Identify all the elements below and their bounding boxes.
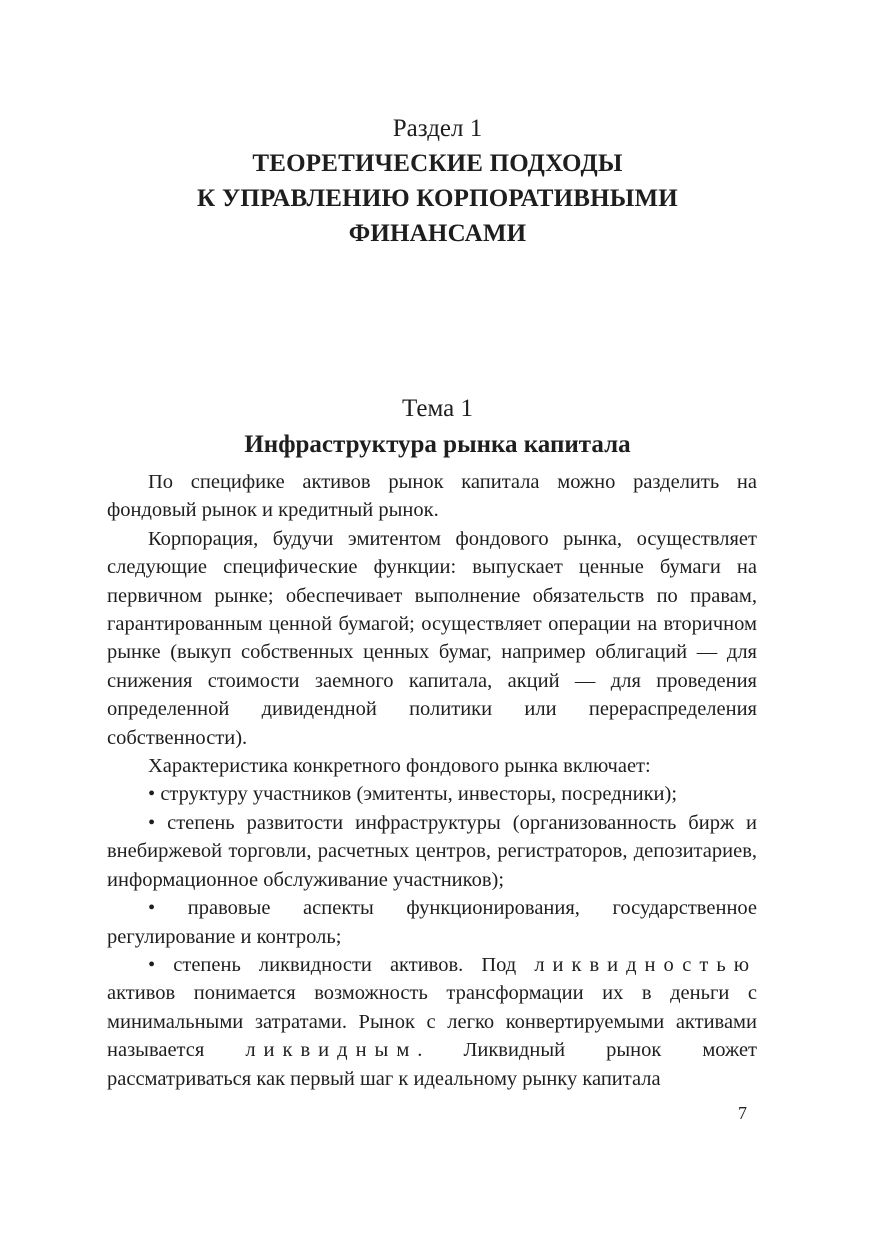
topic-label: Тема 1 [402, 395, 473, 422]
page-number: 7 [738, 1103, 747, 1123]
bullet-item-1 [107, 780, 757, 808]
paragraph-3: Характеристика конкретного фондового рынка включает: [148, 755, 651, 778]
spaced-term-liquid: ликвидным [245, 1039, 418, 1062]
bullet-text-3: правовые аспекты функционирования, государственное регулирование и контроль; [107, 897, 758, 948]
topic-title: Инфраструктура рынка капитала [244, 431, 631, 458]
section-title-line-1: ТЕОРЕТИЧЕСКИЕ ПОДХОДЫ [252, 150, 623, 177]
section-title-line-2: К УПРАВЛЕНИЮ КОРПОРАТИВНЫМИ [197, 185, 678, 212]
bullet-text-2: степень развитости инфраструктуры (организованность бирж и внебиржевой торговли, расчетных центров, регистраторов, депозитариев, информационное обслуживание участников); [107, 811, 757, 891]
section-label: Раздел 1 [392, 115, 483, 142]
paragraph-1: По специфике активов рынок капитала можно разделить на фондовый рынок и кредитный рынок. [107, 471, 757, 522]
bullet-icon: • [148, 811, 156, 834]
bullet-item-2 [107, 809, 757, 894]
bullet-icon: • [148, 783, 156, 806]
bullet-item-3 [107, 894, 757, 951]
topic-heading [0, 392, 875, 462]
bullet-icon: • [148, 953, 156, 976]
paragraph-2: Корпорация, будучи эмитентом фондового рынка, осуществляет следующие специфические функции: выпускает ценные бумаги на первичном рынке; обеспечивает выполнение обязательств по правам, гарантированным ценной бумагой; осуществляет операции на вторичном рынке (выкуп собственных ценных бумаг, например облигаций — для снижения стоимости заемного капитала, акций — для проведения определенной дивидендной политики или перераспределения собственности). [107, 527, 757, 749]
bullet-text-1: структуру участников (эмитенты, инвесторы, посредники); [160, 783, 678, 806]
section-title-line-3: ФИНАНСАМИ [348, 220, 527, 247]
bullet-text-4b: активов понимается возможность трансформации их в деньги с минимальными затратами. Рынок с легко конвертируемыми активами называется [107, 982, 757, 1062]
bullet-text-4a: степень ликвидности активов. Под [173, 953, 517, 976]
spaced-term-liquidity: ликвидностью [534, 953, 758, 976]
section-heading [0, 112, 875, 251]
body-text [107, 468, 757, 1093]
bullet-text-4c: . Ликвидный рынок может рассматриваться как первый шаг к идеальному рынку капитала [107, 1039, 758, 1090]
bullet-icon: • [148, 897, 156, 920]
bullet-item-4 [107, 951, 757, 1093]
